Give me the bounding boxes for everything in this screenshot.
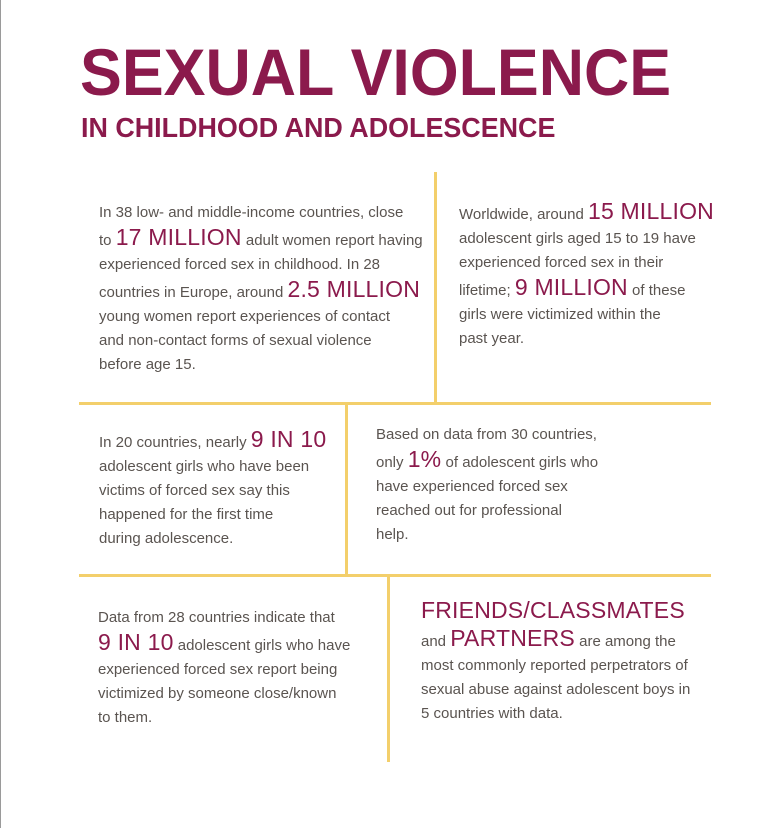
page-edge-rule [0, 0, 1, 828]
stat-highlight: 9 IN 10 [250, 426, 327, 452]
stat-highlight: 9 MILLION [514, 274, 628, 300]
divider-vertical-bottom [387, 574, 390, 762]
page-title: SEXUAL VIOLENCE [80, 35, 672, 109]
stat-highlight: 1% [407, 446, 442, 472]
stat-highlight: PARTNERS [450, 625, 575, 651]
stat-highlight: 15 MILLION [587, 198, 714, 224]
fact-childhood-forced-sex: In 38 low- and middle-income countries, close to 17 MILLION adult women report having experienced forced sex in childhood. In 28 countries in Europe, around 2.5 MILLION young women report experiences of contact and non-contact forms of sexual violence before age 15. [99, 204, 423, 373]
page-subtitle: IN CHILDHOOD AND ADOLESCENCE [81, 112, 556, 143]
divider-horizontal-1 [79, 402, 711, 405]
fact-first-time-adolescence: In 20 countries, nearly 9 IN 10 adolescent girls who have been victims of forced sex say this happened for the first time during adolescence. [99, 426, 327, 547]
fact-worldwide-adolescent-girls: Worldwide, around 15 MILLION adolescent girls aged 15 to 19 have experienced forced sex in their lifetime; 9 MILLION of these girls were victimized within the past year. [459, 198, 714, 347]
fact-professional-help: Based on data from 30 countries, only 1% of adolescent girls who have experienced forced sex reached out for professional help. [376, 426, 599, 543]
stat-highlight: 9 IN 10 [98, 629, 174, 655]
stat-highlight: FRIENDS/CLASSMATES [421, 597, 685, 623]
fact-perpetrators-boys: FRIENDS/CLASSMATES and PARTNERS are among the most commonly reported perpetrators of sexual abuse against adolescent boys in 5 countries with data. [421, 597, 691, 722]
stat-highlight: 2.5 MILLION [287, 276, 421, 302]
stat-highlight: 17 MILLION [115, 224, 242, 250]
divider-vertical-top [434, 172, 437, 404]
fact-perpetrator-known: Data from 28 countries indicate that 9 IN 10 adolescent girls who have experienced forced sex report being victimized by someone close/known to them. [98, 609, 351, 726]
divider-vertical-middle [345, 402, 348, 576]
divider-horizontal-2 [79, 574, 711, 577]
